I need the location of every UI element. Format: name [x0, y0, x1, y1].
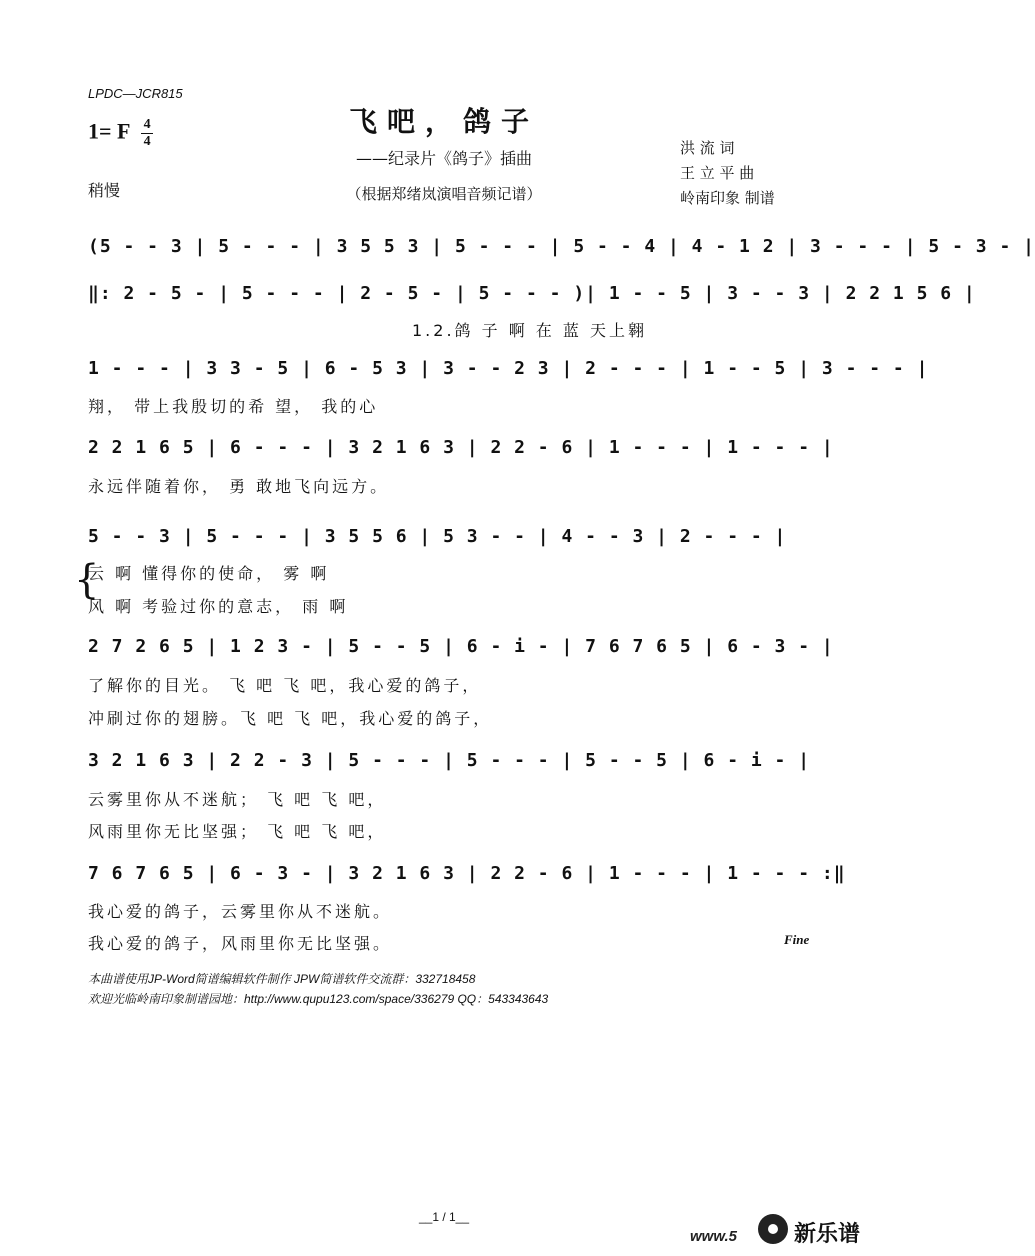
lyric-line: 风 啊 考验过你的意志， 雨 啊 — [88, 597, 349, 616]
time-top: 4 — [143, 117, 151, 132]
lyricist-credit: 洪 流 词 — [680, 139, 735, 157]
vinyl-record-icon — [758, 1214, 788, 1244]
lyric-line: 风雨里你无比坚强； 飞 吧 飞 吧， — [88, 822, 387, 841]
footer-line: 本曲谱使用JP-Word简谱编辑软件制作 JPW简谱软件交流群：332718458 — [88, 972, 476, 986]
song-title: 飞吧，鸽子 — [348, 105, 539, 138]
lyric-line: 永远伴随着你， 勇 敢地飞向远方。 — [88, 477, 390, 496]
music-line: ‖: 2 - 5 - | 5 - - - | 2 - 5 - | 5 - - - )| 1 - - 5 | 3 - - 3 | 2 2 1 5 6 | — [88, 283, 976, 304]
transcription-source: （根据郑绪岚演唱音频记谱） — [346, 185, 542, 203]
lyric-line: 了解你的目光。 飞 吧 飞 吧，我心爱的鸽子， — [88, 676, 482, 695]
time-bottom: 4 — [143, 134, 151, 149]
lyric-line: 我心爱的鸽子，风雨里你无比坚强。 — [88, 934, 393, 953]
footer-line: 欢迎光临岭南印象制谱园地：http://www.qupu123.com/space/336279 QQ：543343643 — [88, 992, 549, 1006]
composer-credit: 王 立 平 曲 — [680, 164, 755, 182]
lyric-line: 1.2.鸽 子 啊 在 蓝 天上翱 — [412, 321, 647, 340]
lyric-line: 翔， 带上我殷切的希 望， 我的心 — [88, 397, 379, 416]
lyric-line: 冲刷过你的翅膀。飞 吧 飞 吧，我心爱的鸽子， — [88, 709, 493, 728]
music-line: 2 2 1 6 5 | 6 - - - | 3 2 1 6 3 | 2 2 - 6 | 1 - - - | 1 - - - | — [88, 437, 834, 458]
lyric-line: 我心爱的鸽子，云雾里你从不迷航。 — [88, 902, 393, 921]
music-line: 2 7 2 6 5 | 1 2 3 - | 5 - - 5 | 6 - i - | 7 6 7 6 5 | 6 - 3 - | — [88, 636, 834, 657]
music-line: 1 - - - | 3 3 - 5 | 6 - 5 3 | 3 - - 2 3 | 2 - - - | 1 - - 5 | 3 - - - | — [88, 358, 929, 379]
key-label: 1= F — [88, 118, 130, 144]
tempo-marking: 稍慢 — [88, 181, 121, 200]
music-line: 5 - - 3 | 5 - - - | 3 5 5 6 | 5 3 - - | 4 - - 3 | 2 - - - | — [88, 526, 787, 547]
verse-brace: { — [74, 557, 100, 603]
music-line: (5 - - 3 | 5 - - - | 3 5 5 3 | 5 - - - | 5 - - 4 | 4 - 1 2 | 3 - - - | 5 - 3 - | — [88, 236, 1035, 257]
song-subtitle: ——纪录片《鸽子》插曲 — [355, 149, 532, 168]
page-number: __1 / 1__ — [418, 1210, 470, 1224]
music-line: 7 6 7 6 5 | 6 - 3 - | 3 2 1 6 3 | 2 2 - 6 | 1 - - - | 1 - - - :‖ — [88, 863, 846, 884]
fine-marking: Fine — [784, 932, 810, 947]
watermark-name: 新乐谱 — [794, 1222, 861, 1247]
lyric-line: 云雾里你从不迷航； 飞 吧 飞 吧， — [88, 790, 387, 809]
lyric-line: 云 啊 懂得你的使命， 雾 啊 — [88, 564, 330, 583]
music-line: 3 2 1 6 3 | 2 2 - 3 | 5 - - - | 5 - - - | 5 - - 5 | 6 - i - | — [88, 750, 811, 771]
arranger-credit: 岭南印象 制谱 — [680, 189, 775, 207]
score-code: LPDC—JCR815 — [88, 86, 183, 101]
watermark-url: www.5 — [690, 1228, 737, 1245]
